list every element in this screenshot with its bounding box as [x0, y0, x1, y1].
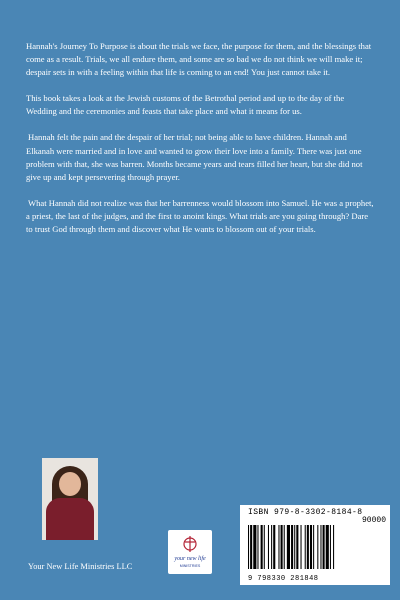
back-cover-description: [26, 40, 376, 249]
publisher-logo: [168, 530, 212, 574]
isbn-digits: 9 798330 281848: [248, 575, 319, 583]
description-paragraph-3: Hannah felt the pain and the despair of her trial; not being able to have children. Hannah and Elkanah were married and in love and wanted to grow their love into a family. There was just one problem with that, she was barren. Months became years and tears filled her heart, but she did not give up and kept persevering through prayer.: [26, 132, 363, 182]
price-addon: 90000: [361, 516, 386, 525]
publisher-name: Your New Life Ministries LLC: [28, 562, 133, 571]
isbn-barcode: [240, 505, 390, 585]
logo-title: your new life: [174, 556, 206, 562]
description-paragraph-1: Hannah's Journey To Purpose is about the trials we face, the purpose for them, and the blessings that come as a result. Trials, we all endure them, and some are so bad we do not think we will make it; despair sets in with a feeling within that life is coming to an end! You just cannot take it.: [26, 41, 372, 78]
logo-subtitle: MINISTRIES: [179, 564, 201, 568]
barcode-bars: [248, 525, 382, 569]
isbn-label: ISBN 979-8-3302-8184-8: [248, 508, 363, 517]
author-photo: [42, 458, 98, 540]
description-paragraph-2: This book takes a look at the Jewish customs of the Betrothal period and up to the day of the Wedding and the ceremonies and feasts that take place and what it means for us.: [26, 93, 345, 117]
description-paragraph-4: What Hannah did not realize was that her barrenness would blossom into Samuel. He was a prophet, a priest, the last of the judges, and the first to anoint kings. What trials are you going through? Dare to trust God through them and discover what He wants to blossom out of your trials.: [26, 197, 374, 235]
